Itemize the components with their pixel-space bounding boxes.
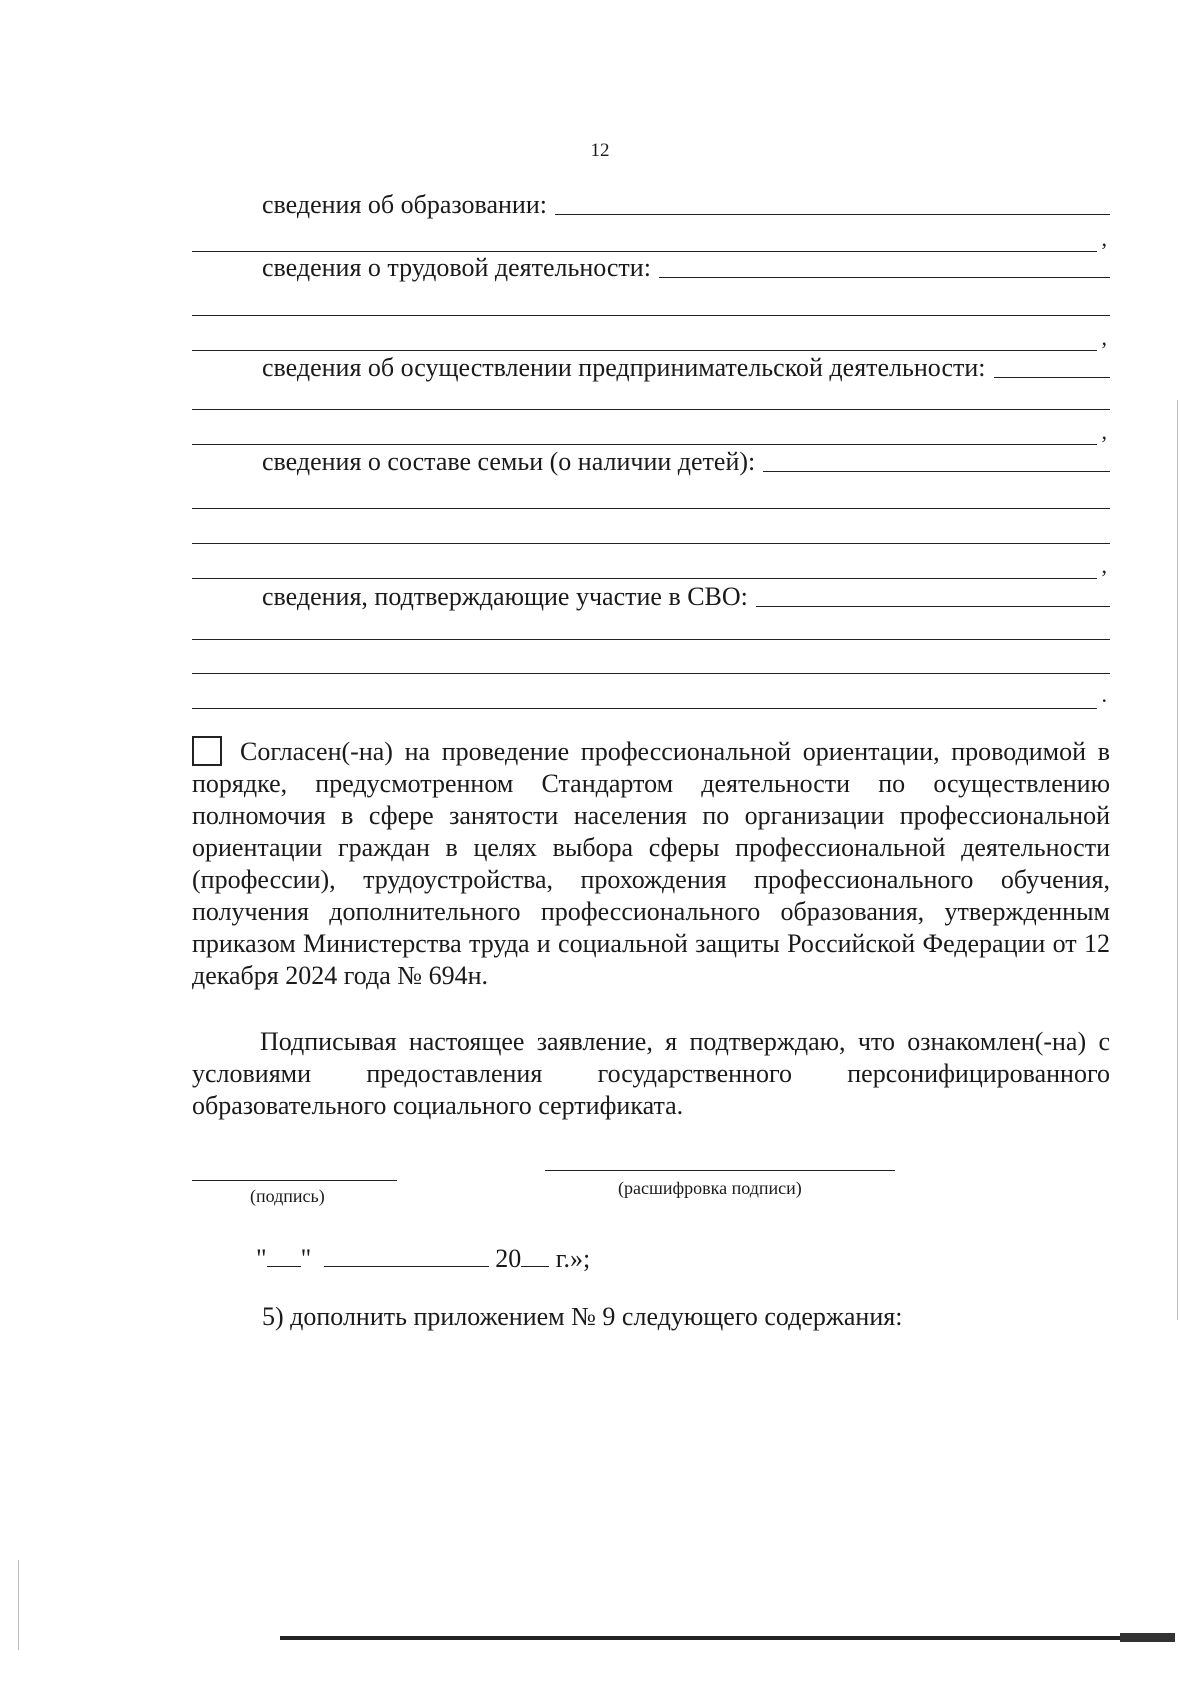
svo-field-line-1[interactable] bbox=[192, 639, 1110, 640]
svo-field-line-2[interactable] bbox=[192, 673, 1110, 674]
date-line bbox=[256, 1244, 590, 1274]
consent-checkbox[interactable] bbox=[192, 736, 222, 766]
business-field-line-2[interactable] bbox=[192, 444, 1097, 445]
date-close-quote: " bbox=[300, 1244, 312, 1273]
business-field-line-1[interactable] bbox=[192, 409, 1110, 410]
work-comma: , bbox=[1101, 325, 1107, 350]
business-label: сведения об осуществлении предпринимательской деятельности: bbox=[262, 353, 986, 382]
date-year-suffix: г.»; bbox=[555, 1244, 591, 1273]
signature-decoding-line[interactable] bbox=[545, 1170, 895, 1171]
family-label: сведения о составе семьи (о наличии детей): bbox=[262, 447, 756, 476]
work-row bbox=[262, 253, 1110, 283]
education-field[interactable] bbox=[555, 213, 1110, 215]
family-row bbox=[262, 447, 1110, 477]
work-field[interactable] bbox=[659, 276, 1110, 278]
signing-paragraph: Подписывая настоящее заявление, я подтверждаю, что ознакомлен(-на) с условиями предоставления государственного персонифицированного образовательного социального сертификата. bbox=[192, 1027, 1110, 1120]
family-field[interactable] bbox=[763, 470, 1110, 472]
svo-field[interactable] bbox=[756, 605, 1110, 607]
page-number: 12 bbox=[590, 140, 610, 161]
work-field-line-1[interactable] bbox=[192, 315, 1110, 316]
svo-period: . bbox=[1101, 682, 1107, 707]
scan-edge-mark-left bbox=[18, 1560, 19, 1650]
family-field-line-1[interactable] bbox=[192, 508, 1110, 509]
date-month-field[interactable] bbox=[324, 1244, 489, 1267]
svo-field-line-3[interactable] bbox=[192, 708, 1097, 709]
education-comma: , bbox=[1101, 226, 1107, 251]
svo-label: сведения, подтверждающие участие в СВО: bbox=[262, 582, 748, 611]
supplement-text: 5) дополнить приложением № 9 следующего содержания: bbox=[262, 1302, 903, 1331]
signature-decoding-caption: (расшифровка подписи) bbox=[618, 1178, 802, 1198]
bottom-scan-bar bbox=[280, 1636, 1175, 1640]
business-row bbox=[262, 353, 1110, 383]
education-field-line[interactable] bbox=[192, 251, 1097, 252]
work-field-line-2[interactable] bbox=[192, 350, 1097, 351]
family-field-line-3[interactable] bbox=[192, 578, 1097, 579]
signature-line[interactable] bbox=[192, 1180, 397, 1181]
family-comma: , bbox=[1101, 553, 1107, 578]
scan-edge-mark-right bbox=[1177, 400, 1178, 1320]
date-year-field[interactable] bbox=[521, 1244, 549, 1267]
date-open-quote: " bbox=[256, 1244, 267, 1273]
consent-text: Согласен(-на) на проведение профессиональной ориентации, проводимой в порядке, предусмотренном Стандартом деятельности по осуществлению полномочия в сфере занятости населения по организации профессиональной ориентации граждан в целях выбора сферы профессиональной деятельности (профессии), трудоустройства, прохождения профессионального обучения, получения дополнительного профессионального образования, утвержденным приказом Министерства труда и социальной защиты Российской Федерации от 12 декабря 2024 года № 694н. bbox=[192, 737, 1110, 990]
consent-paragraph bbox=[192, 736, 1110, 992]
education-label: сведения об образовании: bbox=[262, 190, 547, 219]
business-field[interactable] bbox=[994, 376, 1111, 378]
education-row bbox=[262, 190, 1110, 220]
svo-row bbox=[262, 582, 1110, 612]
date-year-prefix: 20 bbox=[495, 1244, 522, 1273]
signature-caption: (подпись) bbox=[250, 1186, 325, 1206]
work-label: сведения о трудовой деятельности: bbox=[262, 253, 651, 282]
business-comma: , bbox=[1101, 419, 1107, 444]
family-field-line-2[interactable] bbox=[192, 543, 1110, 544]
bottom-scan-bar-end bbox=[1120, 1633, 1175, 1642]
date-day-field[interactable] bbox=[267, 1244, 301, 1267]
